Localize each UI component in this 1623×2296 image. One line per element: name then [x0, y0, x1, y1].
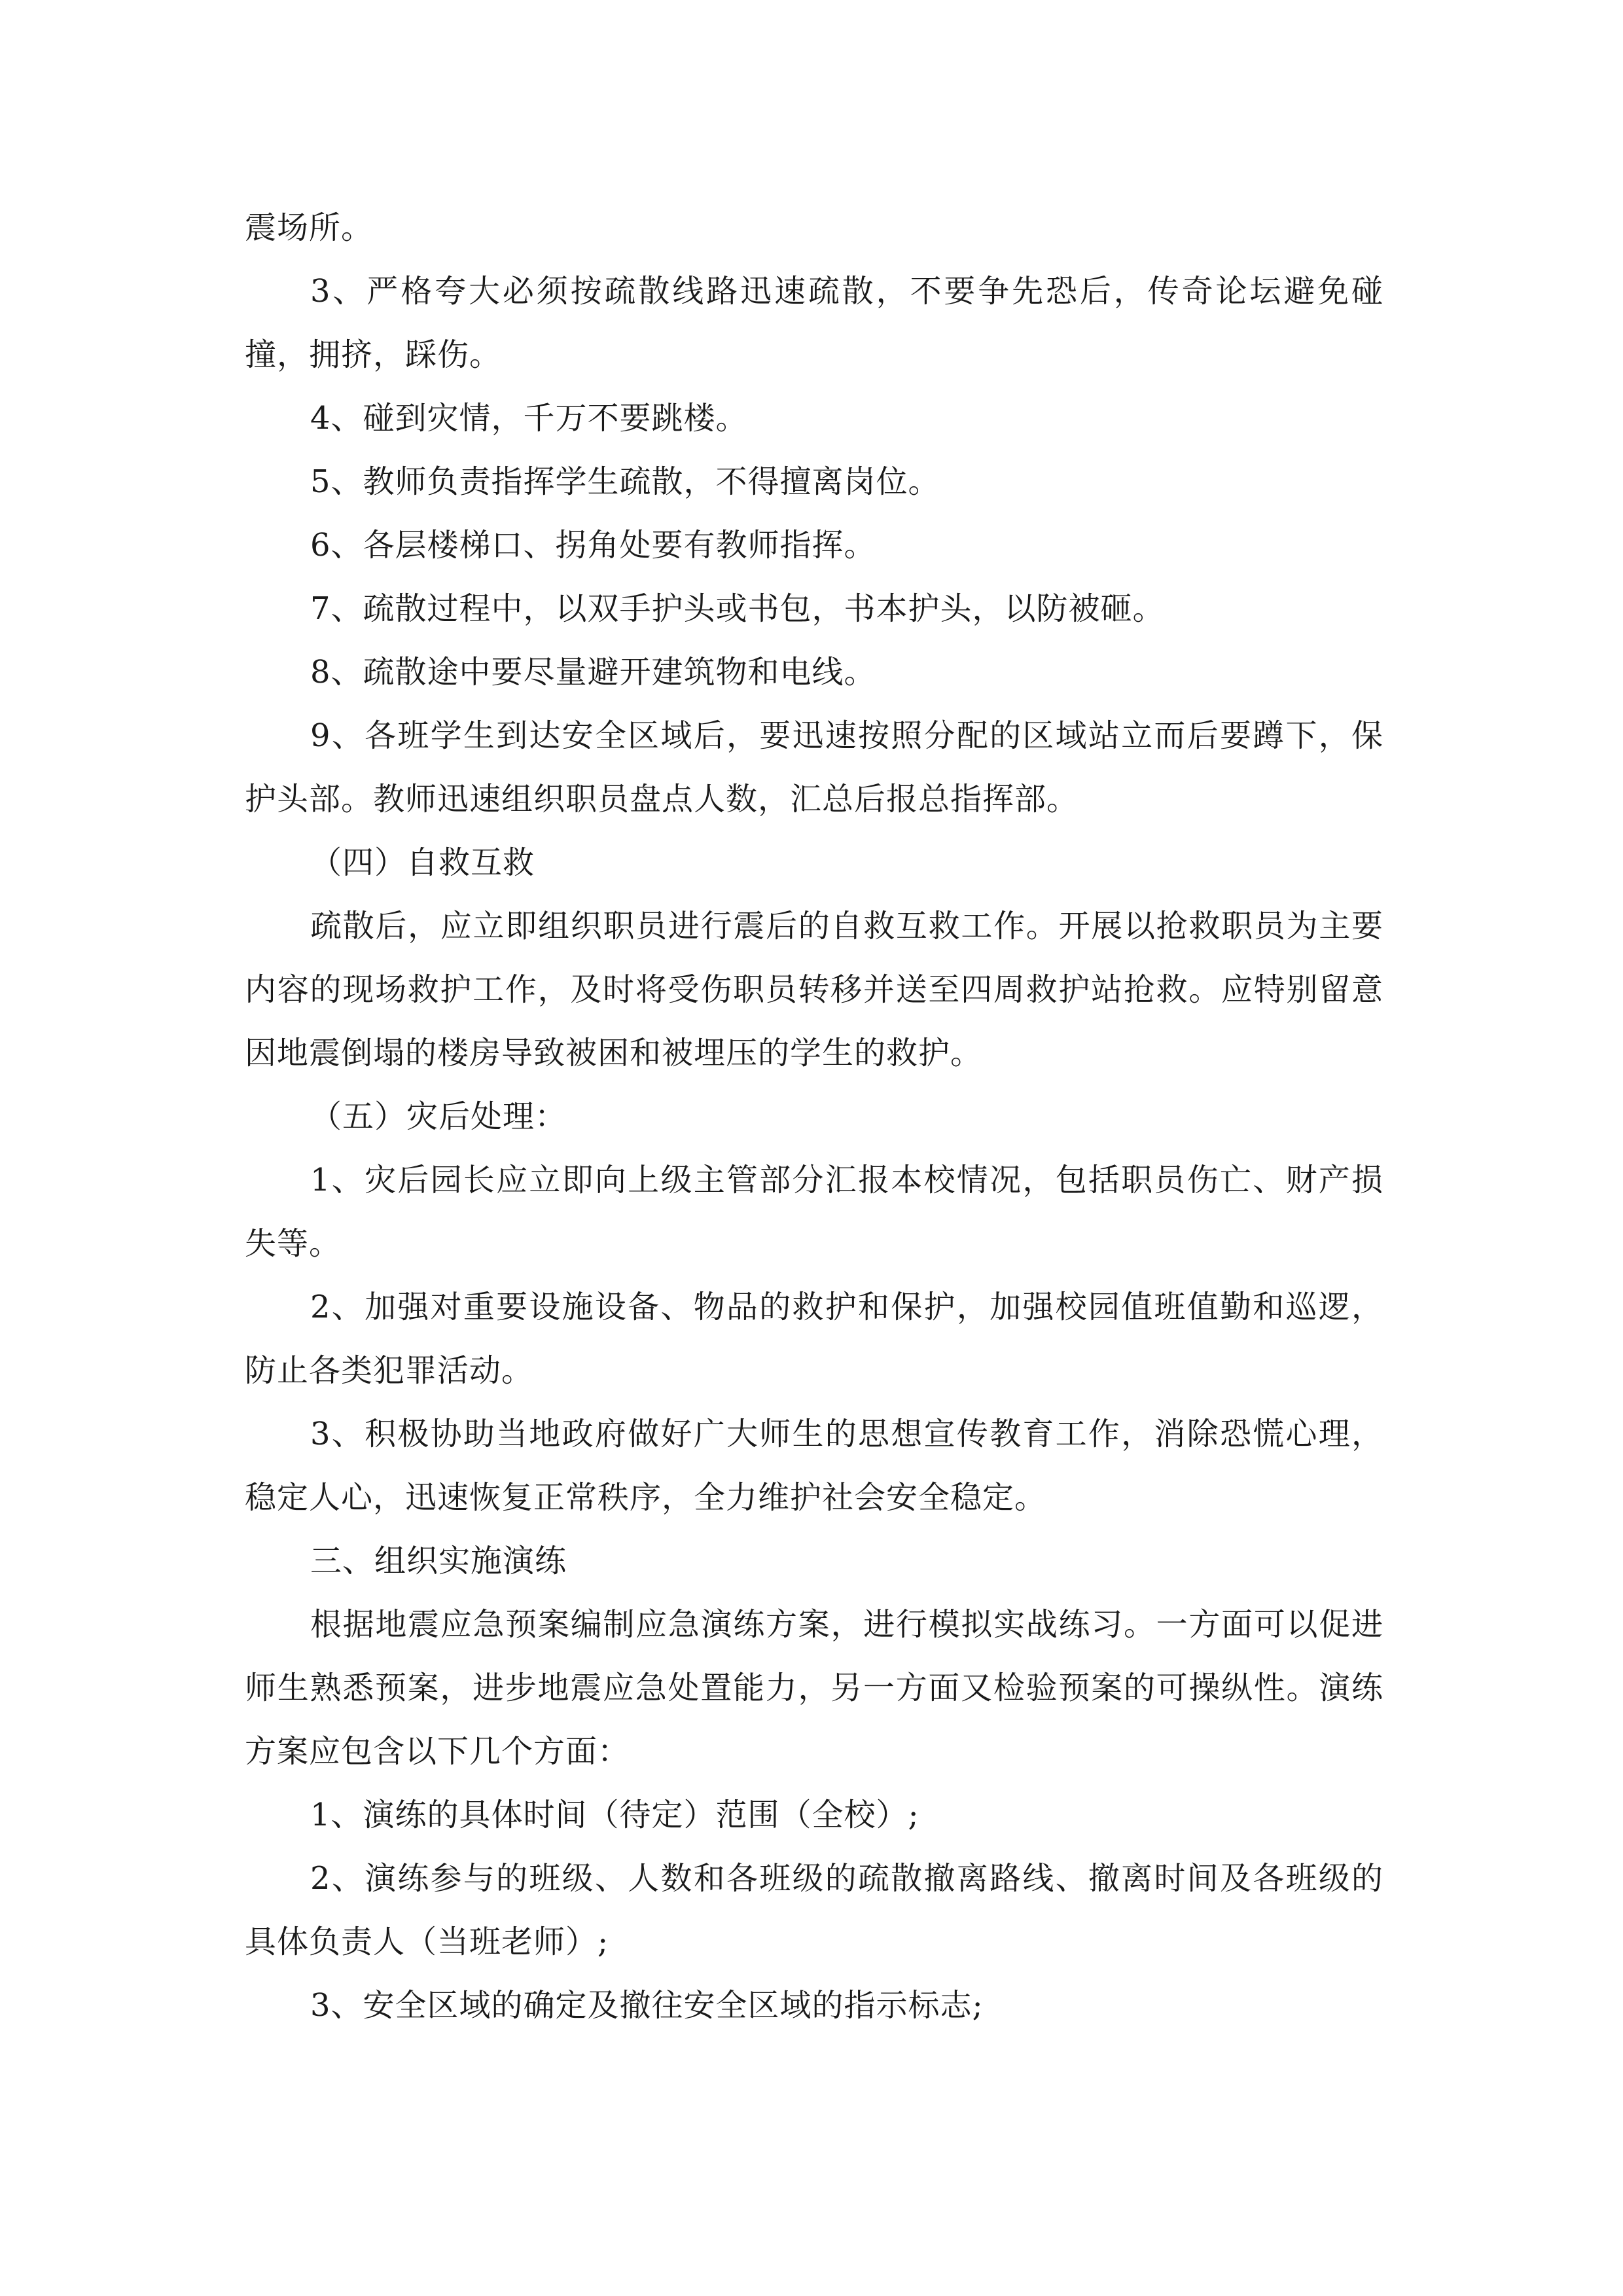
list-item-9-safe-area: 9、各班学生到达安全区域后，要迅速按照分配的区域站立而后要蹲下，保护头部。教师迅速组织职员盘点人数，汇总后报总指挥部。 — [245, 717, 1383, 817]
list-item-6-stair-guidance: 6、各层楼梯口、拐角处要有教师指挥。 — [310, 527, 876, 564]
list-item-1-drill-time: 1、演练的具体时间（待定）范围（全校）; — [310, 1797, 919, 1833]
section-heading-drill: 三、组织实施演练 — [310, 1543, 567, 1579]
list-item-7-protect-head: 7、疏散过程中，以双手护头或书包，书本护头，以防被砸。 — [310, 590, 1165, 627]
list-item-3-assist-government: 3、积极协助当地政府做好广大师生的思想宣传教育工作，消除恐慌心理，稳定人心，迅速恢复正常秩序，全力维护社会安全稳定。 — [245, 1416, 1383, 1516]
section-heading-self-rescue: （四）自救互救 — [310, 844, 535, 881]
list-item-3-safe-area-signs: 3、安全区域的确定及撤往安全区域的指示标志; — [310, 1987, 984, 2024]
list-item-3-evacuation-route: 3、严格夸大必须按疏散线路迅速疏散，不要争先恐后，传奇论坛避免碰撞，拥挤，踩伤。 — [245, 273, 1383, 373]
list-item-1-report: 1、灾后园长应立即向上级主管部分汇报本校情况，包括职员伤亡、财产损失等。 — [245, 1162, 1383, 1262]
paragraph-continuation: 震场所。 — [245, 209, 374, 246]
list-item-2-protect-facilities: 2、加强对重要设施设备、物品的救护和保护，加强校园值班值勤和巡逻，防止各类犯罪活动。 — [245, 1289, 1383, 1389]
paragraph-drill-plan: 根据地震应急预案编制应急演练方案，进行模拟实战练习。一方面可以促进师生熟悉预案，进步地震应急处置能力，另一方面又检验预案的可操纵性。演练方案应包含以下几个方面： — [245, 1606, 1383, 1770]
list-item-4-no-jumping: 4、碰到灾情，千万不要跳楼。 — [310, 400, 748, 437]
document-body — [245, 196, 1383, 2037]
paragraph-self-rescue: 疏散后，应立即组织职员进行震后的自救互救工作。开展以抢救职员为主要内容的现场救护工作，及时将受伤职员转移并送至四周救护站抢救。应特别留意因地震倒塌的楼房导致被困和被埋压的学生的救护。 — [245, 908, 1383, 1071]
list-item-8-avoid-buildings: 8、疏散途中要尽量避开建筑物和电线。 — [310, 654, 876, 691]
list-item-5-teacher-duty: 5、教师负责指挥学生疏散，不得擅离岗位。 — [310, 463, 940, 500]
list-item-2-drill-participants: 2、演练参与的班级、人数和各班级的疏散撤离路线、撤离时间及各班级的具体负责人（当班老师）; — [245, 1860, 1383, 1960]
section-heading-aftermath: （五）灾后处理： — [310, 1098, 567, 1135]
